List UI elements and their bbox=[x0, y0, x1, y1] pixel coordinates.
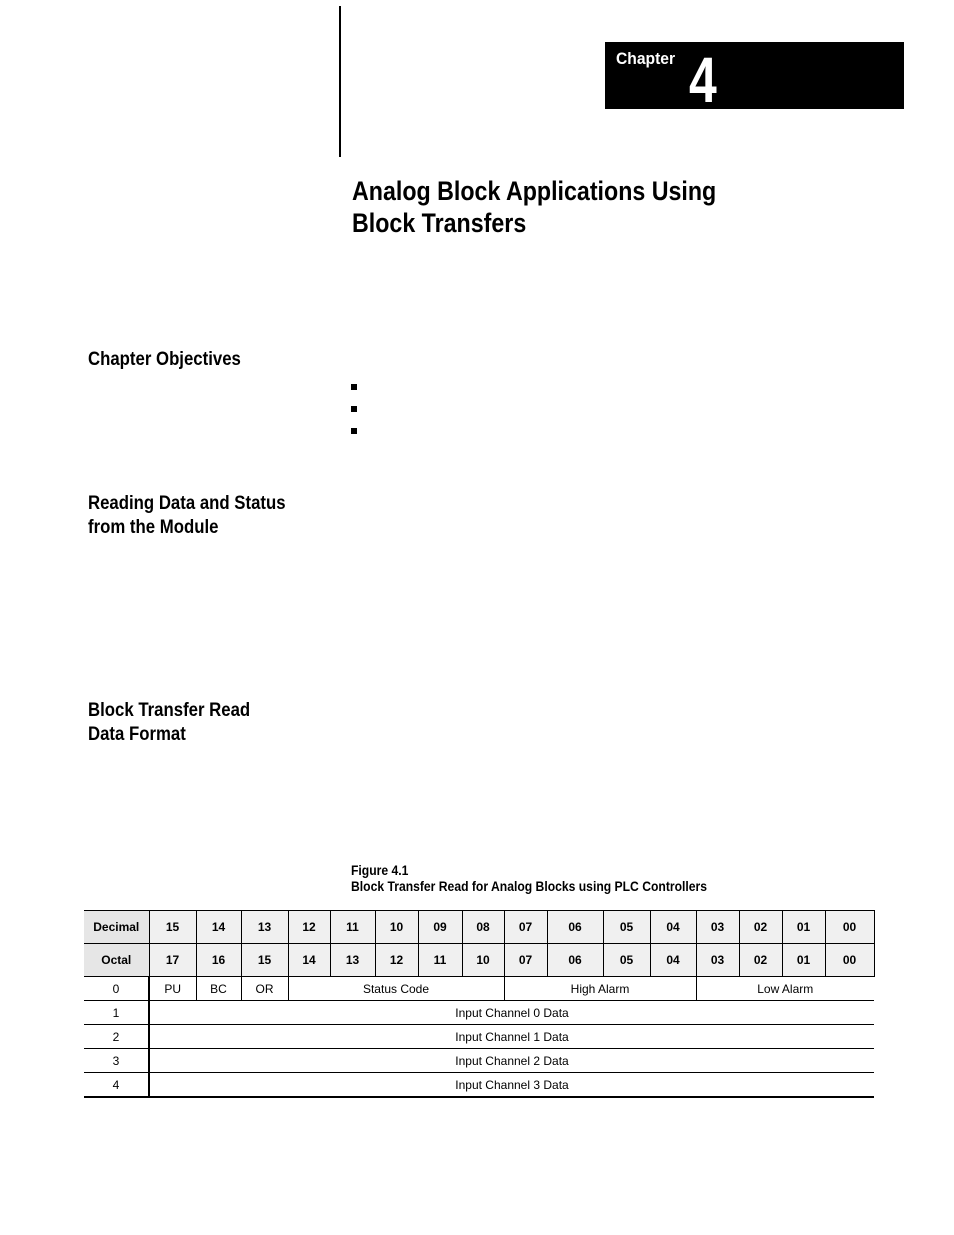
table-row bbox=[84, 1049, 874, 1073]
octal-bit: 07 bbox=[504, 944, 547, 977]
channel-data-cell: Input Channel 1 Data bbox=[149, 1025, 874, 1049]
octal-bit: 01 bbox=[782, 944, 825, 977]
octal-header-row bbox=[84, 944, 874, 977]
low-alarm-cell: Low Alarm bbox=[696, 977, 874, 1001]
octal-bit: 14 bbox=[288, 944, 330, 977]
heading-reading-line1: Reading Data and Status bbox=[88, 492, 286, 514]
octal-label: Octal bbox=[84, 944, 149, 977]
decimal-bit: 14 bbox=[196, 911, 241, 944]
word-number: 4 bbox=[84, 1073, 149, 1098]
decimal-bit: 05 bbox=[603, 911, 650, 944]
octal-bit: 06 bbox=[547, 944, 603, 977]
pu-cell: PU bbox=[149, 977, 196, 1001]
table-row bbox=[84, 1073, 874, 1098]
octal-bit: 05 bbox=[603, 944, 650, 977]
heading-chapter-objectives: Chapter Objectives bbox=[88, 348, 241, 370]
or-cell: OR bbox=[241, 977, 288, 1001]
page-title bbox=[352, 175, 716, 239]
decimal-bit: 08 bbox=[462, 911, 504, 944]
chapter-label: Chapter bbox=[616, 49, 676, 68]
word-number: 2 bbox=[84, 1025, 149, 1049]
block-transfer-read-table bbox=[84, 910, 875, 1098]
decimal-bit: 06 bbox=[547, 911, 603, 944]
octal-bit: 13 bbox=[330, 944, 375, 977]
octal-bit: 15 bbox=[241, 944, 288, 977]
channel-data-cell: Input Channel 0 Data bbox=[149, 1001, 874, 1025]
heading-format-line1: Block Transfer Read bbox=[88, 699, 251, 721]
page-title-line2: Block Transfers bbox=[352, 208, 527, 238]
bc-cell: BC bbox=[196, 977, 241, 1001]
octal-bit: 12 bbox=[375, 944, 418, 977]
vertical-rule bbox=[339, 6, 341, 157]
channel-data-cell: Input Channel 3 Data bbox=[149, 1073, 874, 1098]
octal-bit: 02 bbox=[739, 944, 782, 977]
word-number: 0 bbox=[84, 977, 149, 1001]
table-row bbox=[84, 1001, 874, 1025]
octal-bit: 10 bbox=[462, 944, 504, 977]
octal-bit: 03 bbox=[696, 944, 739, 977]
figure-number: Figure 4.1 bbox=[351, 863, 409, 878]
decimal-bit: 11 bbox=[330, 911, 375, 944]
decimal-header-row bbox=[84, 911, 874, 944]
channel-data-cell: Input Channel 2 Data bbox=[149, 1049, 874, 1073]
heading-reading-line2: from the Module bbox=[88, 516, 219, 538]
octal-bit: 04 bbox=[650, 944, 696, 977]
bullet-marker bbox=[351, 428, 357, 434]
octal-bit: 00 bbox=[825, 944, 874, 977]
table-row bbox=[84, 1025, 874, 1049]
heading-reading-data bbox=[88, 491, 286, 539]
decimal-bit: 04 bbox=[650, 911, 696, 944]
figure-title: Block Transfer Read for Analog Blocks using PLC Controllers bbox=[351, 879, 708, 894]
decimal-bit: 12 bbox=[288, 911, 330, 944]
decimal-label: Decimal bbox=[84, 911, 149, 944]
decimal-bit: 02 bbox=[739, 911, 782, 944]
chapter-number: 4 bbox=[689, 44, 717, 109]
decimal-bit: 10 bbox=[375, 911, 418, 944]
status-code-cell: Status Code bbox=[288, 977, 504, 1001]
decimal-bit: 13 bbox=[241, 911, 288, 944]
table-row bbox=[84, 977, 874, 1001]
bullet-marker bbox=[351, 384, 357, 390]
octal-bit: 11 bbox=[418, 944, 462, 977]
bullet-marker bbox=[351, 406, 357, 412]
word-number: 1 bbox=[84, 1001, 149, 1025]
chapter-tab bbox=[605, 42, 904, 109]
decimal-bit: 07 bbox=[504, 911, 547, 944]
page-title-line1: Analog Block Applications Using bbox=[352, 176, 717, 206]
decimal-bit: 03 bbox=[696, 911, 739, 944]
octal-bit: 16 bbox=[196, 944, 241, 977]
high-alarm-cell: High Alarm bbox=[504, 977, 696, 1001]
decimal-bit: 01 bbox=[782, 911, 825, 944]
heading-format-line2: Data Format bbox=[88, 723, 186, 745]
decimal-bit: 15 bbox=[149, 911, 196, 944]
word-number: 3 bbox=[84, 1049, 149, 1073]
heading-bt-read-format bbox=[88, 698, 250, 746]
decimal-bit: 00 bbox=[825, 911, 874, 944]
octal-bit: 17 bbox=[149, 944, 196, 977]
figure-caption bbox=[351, 863, 707, 895]
decimal-bit: 09 bbox=[418, 911, 462, 944]
